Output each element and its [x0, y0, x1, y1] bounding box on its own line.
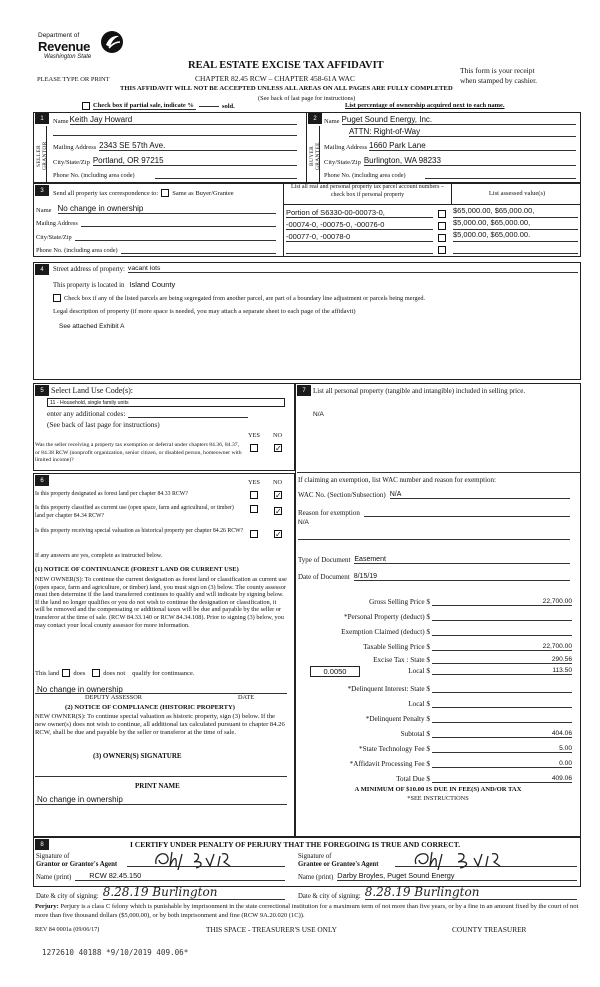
exemption-deduct-row: [298, 621, 572, 636]
interest-state-field[interactable]: [432, 684, 572, 693]
grantor-date-row: [36, 885, 285, 900]
tax-mailing-label: Mailing Address: [36, 220, 78, 227]
excise-local-field[interactable]: 113.50: [432, 667, 572, 675]
tax-city-row: [36, 233, 276, 241]
logo-name: Revenue: [38, 39, 91, 54]
taxable-price-field[interactable]: 22,700.00: [432, 643, 572, 651]
seller-mailing-row: [53, 141, 297, 151]
assessed-header: List assessed value(s): [488, 190, 546, 197]
buyer-phone-label: Phone No. (including area code): [324, 172, 406, 179]
treasurer-space-label: THIS SPACE - TREASURER'S USE ONLY: [206, 925, 337, 934]
grantor-date-field[interactable]: 8.28.19 Burlington: [103, 885, 285, 900]
minimum-due-note: A MINIMUM OF $10.00 IS DUE IN FEE(S) AND/OR TAX: [354, 786, 522, 793]
grantee-sig-label-2: Grantee or Grantee's Agent: [298, 861, 379, 868]
receipt-line-1: This form is your receipt: [460, 66, 535, 75]
parcel-header-divider: [451, 183, 452, 204]
exemption-deduct-label: Exemption Claimed (deduct) $: [341, 628, 430, 636]
notice-compliance-body: NEW OWNER(S): To continue special valuation as historic property, sign (3) below. If the new owner(s) does not wish to continue, all additional tax calculated pursuant to chapter 84.26 RCW, shall be due and payable by the seller or transferor at the time of sale.: [35, 713, 285, 736]
parcel-list: [286, 206, 446, 254]
penalty-field[interactable]: [432, 714, 572, 723]
tech-fee-field[interactable]: 5.00: [432, 745, 572, 753]
section-3-divider: [283, 183, 284, 257]
tax-name-field[interactable]: No change in ownership: [58, 204, 276, 214]
buyer-city-label: City/State/Zip: [324, 159, 361, 166]
receipt-note: [460, 66, 537, 86]
assessed-value[interactable]: $65,000.00, $65,000.00,: [453, 206, 578, 218]
grantor-name-label: Name (print): [36, 874, 72, 881]
historic-question: Is this property receiving special valuation as historical property per chapter 84.26 RCW?: [35, 528, 244, 534]
seller-name-line-2: [53, 135, 297, 136]
sold-label: sold.: [221, 102, 235, 110]
reason-line: [364, 509, 570, 517]
partial-sale-checkbox[interactable]: [82, 102, 90, 110]
buyer-mailing-field[interactable]: 1660 Park Lane: [369, 141, 576, 151]
form-warning: THIS AFFIDAVIT WILL NOT BE ACCEPTED UNLESS ALL AREAS ON ALL PAGES ARE FULLY COMPLETED: [120, 85, 453, 92]
tech-fee-row: [298, 738, 572, 753]
total-due-row: [298, 768, 572, 783]
interest-state-label: *Delinquent Interest: State $: [347, 685, 430, 693]
perjury-text: Perjury is a class C felony which is punishable by imprisonment in the state correctional institution for a maximum term of not more than five years, or by a fine in an amount fixed by the court of not more than five thousand dollars ($5,000.00), or by both imprisonment and fine (RCW 9A.20.020 (1C)).: [35, 903, 579, 919]
seller-city-row: [53, 156, 297, 166]
wac-label: WAC No. (Section/Subsection): [298, 491, 386, 499]
segregated-label: Check box if any of the listed parcels are being segregated from another parcel, are part of a boundary line adjustment or parcels being merged.: [64, 294, 426, 302]
grantor-sig-label: [36, 853, 117, 869]
county-treasurer-label: COUNTY TREASURER: [452, 925, 527, 934]
document-date-field[interactable]: 8/15/19: [354, 573, 570, 581]
tax-name-row: [36, 204, 276, 214]
logo-dept: Department of: [38, 32, 80, 39]
land-use-see-back: (See back of last page for instructions): [47, 420, 160, 429]
additional-codes-row: [47, 409, 248, 418]
treasurer-stamp: 1272610 40188 *9/10/2019 409.06*: [42, 948, 189, 957]
local-rate-field[interactable]: 0.0050: [310, 666, 360, 677]
parcel-row: [286, 218, 446, 230]
tax-calculation: [298, 591, 572, 783]
taxable-price-row: [298, 636, 572, 651]
land-use-select[interactable]: 11 - Household, single family units: [47, 398, 285, 407]
section-6-number: 6: [35, 475, 49, 486]
parties-divider: [306, 112, 307, 183]
total-due-label: Total Due $: [396, 775, 430, 783]
forest-land-no-checkbox[interactable]: [274, 491, 282, 499]
seller-side-rule: [46, 126, 47, 183]
seller-name-label: Name: [53, 118, 69, 125]
buyer-mailing-row: [324, 141, 576, 151]
personal-property-checkbox[interactable]: [438, 210, 446, 218]
penalty-label: *Delinquent Penalty $: [365, 715, 430, 723]
sec5-yes-header: YES: [248, 432, 260, 439]
excise-state-row: [298, 651, 572, 664]
personal-deduct-row: [298, 606, 572, 621]
buyer-side-rule: [319, 126, 320, 183]
current-use-question: Is this property classified as current use (open space, farm and agricultural, or timber) land per chapter 84.34 RCW?: [35, 505, 234, 519]
owner-signature-line[interactable]: [35, 776, 287, 777]
buyer-mailing-label: Mailing Address: [324, 144, 368, 151]
form-chapter: CHAPTER 82.45 RCW – CHAPTER 458-61A WAC: [195, 74, 355, 83]
personal-property-value[interactable]: N/A: [313, 411, 324, 418]
assessed-value[interactable]: [453, 242, 578, 254]
interest-local-label: Local $: [408, 700, 430, 708]
seller-mailing-field[interactable]: 2343 SE 57th Ave.: [99, 141, 297, 151]
street-field[interactable]: vacant lots: [128, 265, 578, 273]
taxable-price-label: Taxable Selling Price $: [363, 643, 430, 651]
certify-statement: I CERTIFY UNDER PENALTY OF PERJURY THAT THE FOREGOING IS TRUE AND CORRECT.: [130, 840, 461, 849]
parcel-row: [286, 230, 446, 242]
section-8-number: 8: [35, 839, 49, 850]
this-land-label: This land: [35, 669, 60, 677]
seller-side-label: SELLER GRANTOR: [36, 141, 48, 171]
notice-continuance-title: (1) NOTICE OF CONTINUANCE (FOREST LAND OR CURRENT USE): [35, 566, 239, 573]
personal-property-checkbox[interactable]: [438, 246, 446, 254]
excise-local-row: [298, 664, 572, 678]
section-5-number: 5: [35, 385, 49, 396]
partial-sale-percent-field[interactable]: [199, 106, 219, 107]
print-name-label: PRINT NAME: [135, 782, 180, 790]
street-row: [53, 265, 578, 273]
grantee-signature: [410, 846, 540, 872]
document-type-row: [298, 556, 570, 564]
perjury-statement: [35, 903, 581, 920]
form-id: REV 84 0001a (09/06/17): [35, 926, 100, 933]
reason-label: Reason for exemption: [298, 509, 360, 517]
parcel-header: List all real and personal property tax parcel account numbers – check box if personal property: [291, 184, 444, 198]
historic-yes-checkbox[interactable]: [250, 530, 258, 538]
seller-exemption-yes-checkbox[interactable]: [250, 444, 258, 452]
affidavit-fee-row: [298, 753, 572, 768]
logo-state: Washington State: [44, 54, 92, 60]
subtotal-label: Subtotal $: [400, 730, 430, 738]
seller-city-label: City/State/Zip: [53, 159, 90, 166]
does-label: does: [73, 669, 86, 677]
buyer-name-field[interactable]: Puget Sound Energy, Inc.: [342, 115, 576, 125]
see-instructions-note: *SEE INSTRUCTIONS: [407, 795, 469, 802]
print-name-line: [35, 804, 287, 805]
excise-state-field[interactable]: 290.56: [432, 656, 572, 664]
additional-codes-label: enter any additional codes:: [47, 409, 126, 418]
grantor-name-field[interactable]: RCW 82.45.150: [75, 871, 285, 881]
buyer-name-label: Name: [324, 118, 340, 125]
exemption-top-rule: [297, 472, 581, 473]
does-not-qualify-checkbox[interactable]: [92, 669, 100, 677]
county-label: This property is located in: [53, 282, 125, 289]
gross-price-label: Gross Selling Price $: [369, 598, 430, 606]
legal-description-label: Legal description of property (if more space is needed, you may attach a separate sheet to each page of the affidavit): [53, 308, 356, 315]
gross-price-field[interactable]: 22,700.00: [432, 598, 572, 606]
parcel-row: [286, 206, 446, 218]
subtotal-row: [298, 723, 572, 738]
gross-price-row: [298, 591, 572, 606]
exemption-deduct-field[interactable]: [432, 627, 572, 636]
date-label: DATE: [238, 694, 255, 701]
grantor-signature: [150, 846, 270, 872]
grantor-sig-label-1: Signature of: [36, 853, 70, 860]
sec5-no-header: NO: [273, 432, 283, 439]
section-2-number: 2: [308, 113, 322, 124]
interest-local-field[interactable]: [432, 699, 572, 708]
personal-property-checkbox[interactable]: [438, 234, 446, 242]
section-7-number: 7: [297, 385, 311, 396]
continuance-row: [35, 669, 194, 677]
buyer-name-row: [324, 115, 576, 125]
same-as-buyer-checkbox[interactable]: [161, 189, 169, 197]
grantee-date-row: [298, 885, 577, 900]
document-date-label: Date of Document: [298, 573, 350, 581]
seller-mailing-label: Mailing Address: [53, 144, 97, 151]
print-note: PLEASE TYPE OR PRINT: [37, 76, 110, 83]
document-type-label: Type of Document: [298, 556, 351, 564]
tax-phone-field[interactable]: [121, 246, 276, 254]
wac-field[interactable]: N/A: [390, 491, 570, 499]
grantee-name-label: Name (print): [298, 874, 334, 881]
segregated-row: [53, 294, 425, 302]
sec6-yes-header: YES: [248, 479, 260, 486]
grantee-sig-label-1: Signature of: [298, 853, 332, 860]
additional-codes-field[interactable]: [128, 410, 248, 418]
seller-city-field[interactable]: Portland, OR 97215: [93, 156, 297, 166]
revenue-seal-icon: [100, 30, 124, 54]
tax-mailing-row: [36, 219, 276, 227]
tax-city-label: City/State/Zip: [36, 234, 72, 241]
sec6-no-header: NO: [273, 479, 283, 486]
notice-continuance-body: NEW OWNER(S): To continue the current designation as forest land or classification as current use (open space, farm and agriculture, or timber) land, you must sign on (3) below. The county assessor must then determine if the land transferred continues to qualify and will indicate by signing below. If the land no longer qualifies or you do not wish to continue the designation or classification, it will be removed and the compensating or additional taxes will be due and payable by the seller or transferor at the time of sale. (RCW 84.33.140 or RCW 84.34.108). Prior to signing (3) below, you may contact your local county assessor for more information.: [35, 576, 287, 629]
correspondence-row: [53, 189, 234, 197]
tech-fee-label: *State Technology Fee $: [358, 745, 430, 753]
assessed-list: [453, 206, 578, 254]
seller-phone-label: Phone No. (including area code): [53, 172, 135, 179]
print-name-field[interactable]: No change in ownership: [37, 795, 123, 804]
parcel-number[interactable]: Portion of S6330-00-00073-0,: [286, 208, 433, 218]
revenue-logo: [38, 30, 128, 70]
buyer-side-label: BUYER GRANTEE: [309, 142, 321, 170]
assessed-value[interactable]: $5,000.00, $65,000.00,: [453, 218, 578, 230]
total-due-field[interactable]: 409.06: [432, 775, 572, 783]
tax-phone-row: [36, 246, 276, 254]
seller-exemption-question: Was the seller receiving a property tax exemption or deferral under chapters 84.36, 84.37, or 84.38 RCW (nonprofit organization, senior citizen, or disabled person, homeowner with limited income)?: [35, 442, 242, 464]
buyer-city-field[interactable]: Burlington, WA 98233: [364, 156, 576, 166]
county-field[interactable]: Island County: [129, 280, 176, 289]
does-qualify-checkbox[interactable]: [62, 669, 70, 677]
exemption-claim-label: If claiming an exemption, list WAC number and reason for exemption:: [298, 476, 496, 484]
grantee-name-row: [298, 871, 577, 881]
grantee-date-label: Date & city of signing:: [298, 893, 361, 900]
buyer-attn-field[interactable]: ATTN: Right-of-Way: [349, 127, 576, 137]
form-see-back: (See back of last page for instructions): [258, 95, 356, 102]
deputy-assessor-field[interactable]: No change in ownership: [37, 685, 123, 694]
affidavit-fee-label: *Affidavit Processing Fee $: [349, 760, 430, 768]
personal-deduct-label: *Personal Property (deduct) $: [343, 613, 430, 621]
reason-line-2: [298, 539, 570, 540]
interest-state-row: [298, 678, 572, 693]
document-type-field[interactable]: Easement: [354, 556, 570, 564]
tax-phone-label: Phone No. (including area code): [36, 247, 118, 254]
personal-property-label: List all personal property (tangible and intangible) included in selling price.: [313, 387, 526, 395]
if-any-yes-note: If any answers are yes, complete as instructed below.: [35, 553, 163, 559]
current-use-yes-checkbox[interactable]: [250, 505, 258, 513]
seller-name-row: [53, 115, 297, 125]
qualify-label: qualify for continuance.: [132, 669, 195, 677]
current-use-no-checkbox[interactable]: [274, 507, 282, 515]
parcel-header-rule: [283, 204, 581, 205]
document-date-row: [298, 573, 570, 581]
section-1-number: 1: [35, 113, 49, 124]
forest-land-question: Is this property designated as forest land per chapter 84.33 RCW?: [35, 491, 188, 497]
seller-exemption-no-checkbox[interactable]: [274, 444, 282, 452]
section-4-number: 4: [35, 264, 49, 275]
forest-land-yes-checkbox[interactable]: [250, 491, 258, 499]
buyer-phone-field[interactable]: [425, 178, 576, 179]
historic-no-checkbox[interactable]: [274, 530, 282, 538]
grantor-name-row: [36, 871, 285, 881]
street-label: Street address of property:: [53, 266, 125, 273]
grantor-date-label: Date & city of signing:: [36, 893, 99, 900]
deputy-assessor-label: DEPUTY ASSESSOR: [85, 694, 142, 701]
grantor-sig-label-2: Grantor or Grantor's Agent: [36, 861, 118, 868]
section-3-number: 3: [35, 185, 49, 196]
legal-description-value[interactable]: See attached Exhibit A: [59, 323, 125, 330]
assessed-value[interactable]: $5,000.00, $65,000.00.: [453, 230, 578, 242]
wac-row: [298, 491, 570, 499]
reason-row: [298, 509, 570, 517]
owner-signature-label: (3) OWNER(S) SIGNATURE: [93, 752, 182, 760]
reason-field[interactable]: N/A: [298, 519, 309, 526]
seller-name-field[interactable]: Keith Jay Howard: [70, 115, 297, 125]
grantee-name-field[interactable]: Darby Broyles, Puget Sound Energy: [337, 871, 577, 881]
parcel-row: [286, 242, 446, 254]
personal-deduct-field[interactable]: [432, 612, 572, 621]
buyer-city-row: [324, 156, 576, 166]
does-not-label: does not: [103, 669, 126, 677]
excise-state-label: Excise Tax : State $: [373, 656, 430, 664]
correspondence-label: Send all property tax correspondence to:: [53, 189, 159, 197]
penalty-row: [298, 708, 572, 723]
parcel-number[interactable]: -00077-0, -00078-0: [286, 232, 433, 242]
partial-sale-row: [82, 102, 235, 110]
parcel-number[interactable]: -00074-0, -00075-0, -00076-0: [286, 220, 433, 230]
seller-phone-field[interactable]: [155, 178, 297, 179]
grantee-sig-label: [298, 853, 378, 869]
county-row: [53, 280, 175, 289]
interest-local-row: [298, 693, 572, 708]
land-use-label: Select Land Use Code(s):: [51, 386, 133, 395]
grantee-date-field[interactable]: 8.28.19 Burlington: [365, 885, 577, 900]
perjury-label: Perjury:: [35, 903, 59, 910]
form-title: REAL ESTATE EXCISE TAX AFFIDAVIT: [188, 60, 384, 71]
tax-mailing-field[interactable]: [81, 219, 276, 227]
tax-name-label: Name: [36, 207, 52, 214]
personal-property-checkbox[interactable]: [438, 222, 446, 230]
affidavit-fee-field[interactable]: 0.00: [432, 760, 572, 768]
excise-local-label: Local $: [408, 667, 430, 675]
subtotal-field[interactable]: 404.06: [432, 730, 572, 738]
notice-compliance-title: (2) NOTICE OF COMPLIANCE (HISTORIC PROPERTY): [65, 704, 235, 711]
same-as-buyer-label: Same as Buyer/Grantee: [172, 189, 234, 197]
segregated-checkbox[interactable]: [53, 294, 61, 302]
partial-sale-label: Check box if partial sale, indicate %: [93, 102, 194, 109]
receipt-line-2: when stamped by cashier.: [460, 76, 538, 85]
tax-city-field[interactable]: [75, 233, 276, 241]
parcel-number[interactable]: [286, 245, 433, 254]
ownership-note: List percentage of ownership acquired next to each name.: [345, 102, 505, 109]
